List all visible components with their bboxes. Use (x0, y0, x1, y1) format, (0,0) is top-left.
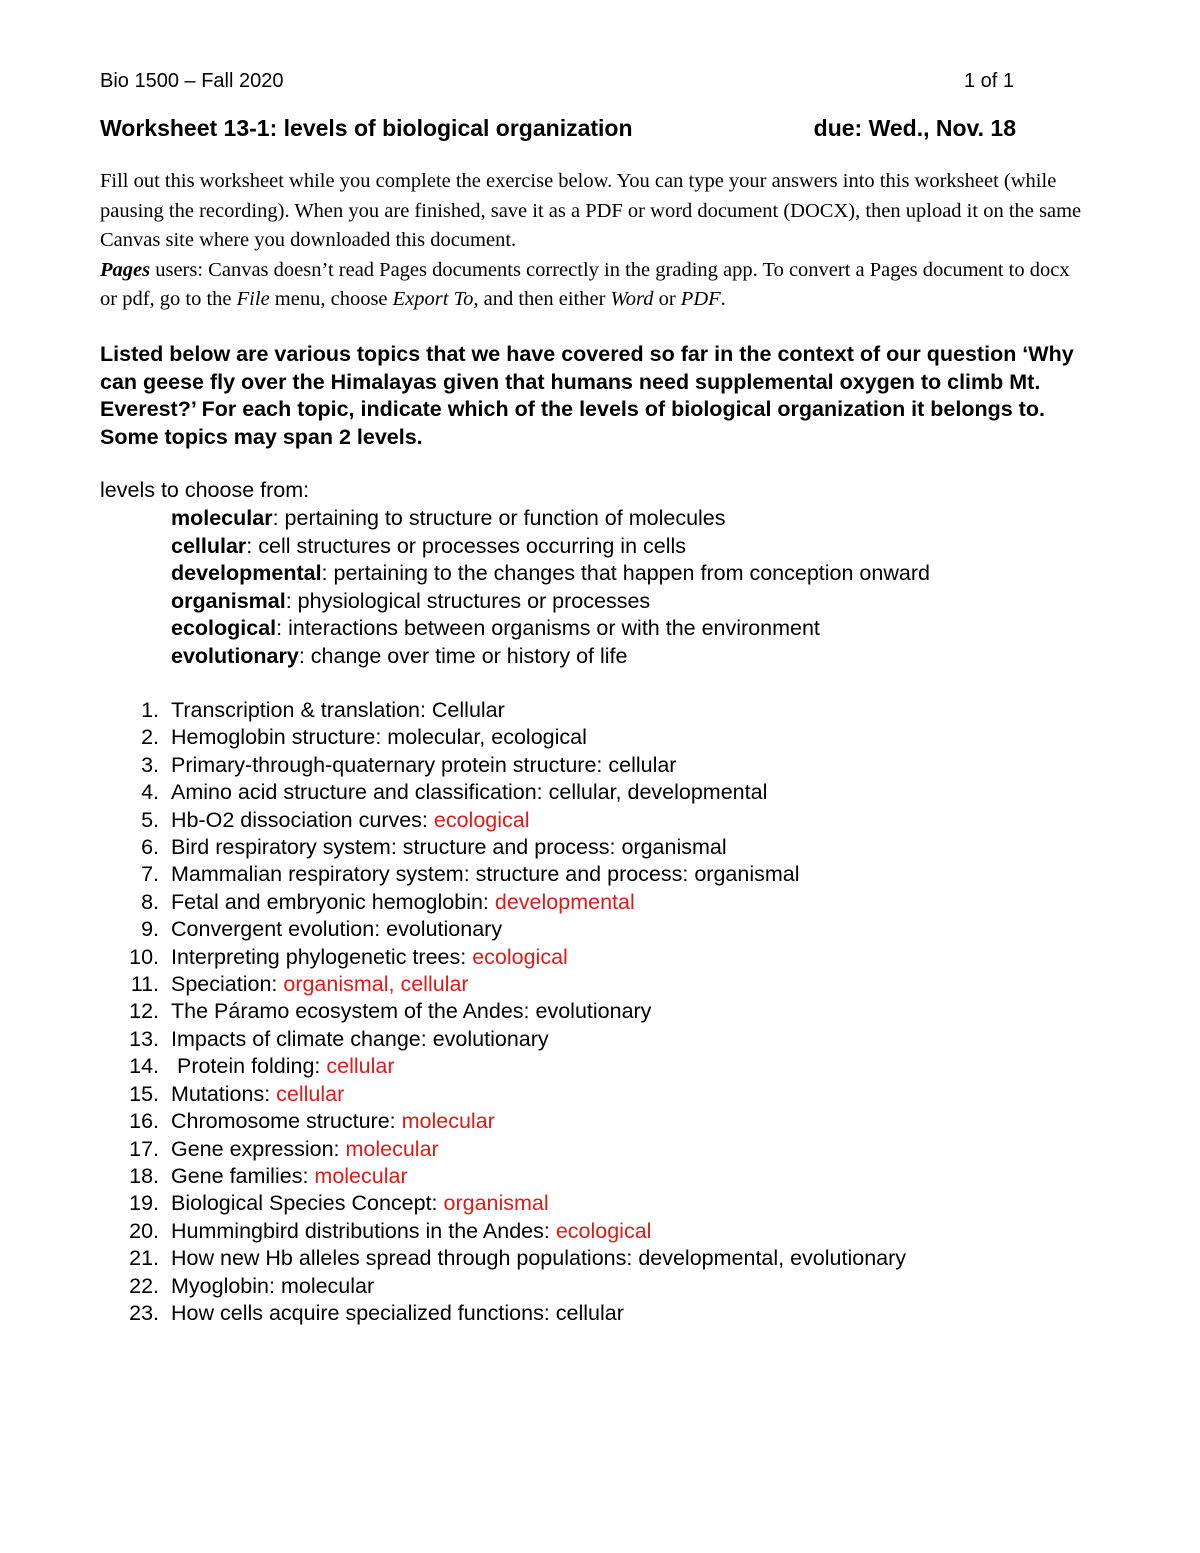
topic-answer: ecological (555, 1218, 652, 1243)
level-item (171, 560, 1131, 588)
topic-number: 5. (141, 807, 159, 832)
word-term: Word (610, 288, 654, 310)
topic-number: 7. (141, 862, 159, 887)
topic-answer: organismal (694, 862, 800, 887)
topic-answer: cellular (555, 1300, 624, 1325)
topic-item (100, 1163, 1100, 1190)
topic-number: 9. (141, 917, 159, 942)
instructions (100, 167, 1090, 315)
topic-text: Myoglobin: (171, 1273, 281, 1298)
topic-item (100, 779, 1100, 806)
topic-number: 4. (141, 780, 159, 805)
topic-number: 2. (141, 725, 159, 750)
topic-answer: evolutionary (432, 1026, 549, 1051)
topic-text: How cells acquire specialized functions: (171, 1300, 556, 1325)
topic-answer: ecological (472, 944, 568, 969)
topic-answer: cellular (276, 1081, 345, 1106)
level-item (171, 533, 1131, 561)
level-name: ecological (171, 616, 277, 641)
levels-heading: levels to choose from: (100, 478, 310, 502)
topic-item (100, 807, 1100, 834)
level-name: evolutionary (171, 643, 299, 668)
topic-text: How new Hb alleles spread through populations: (171, 1246, 639, 1271)
level-name: cellular (171, 533, 247, 558)
topic-number: 8. (141, 889, 159, 914)
due-date: due: Wed., Nov. 18 (813, 115, 1016, 141)
topics-list (100, 697, 1100, 1327)
topic-number: 18. (129, 1163, 159, 1188)
topic-number: 23. (129, 1300, 159, 1325)
topic-text: Bird respiratory system: structure and process: (171, 835, 622, 860)
topic-item (100, 1190, 1100, 1217)
topic-text: Chromosome structure: (171, 1109, 402, 1134)
topic-item (100, 1245, 1100, 1272)
topic-number: 14. (129, 1054, 159, 1079)
topic-number: 13. (129, 1026, 159, 1051)
topic-answer: cellular (326, 1054, 395, 1079)
instructions-paragraph: Fill out this worksheet while you complete the exercise below. You can type your answers into this worksheet (while pausing the recording). When you are finished, save it as a PDF or word document (DOCX), then upload it on the same Canvas site where you downloaded this document. (100, 170, 1082, 251)
topic-item (100, 1053, 1100, 1080)
topic-item (100, 889, 1100, 916)
topic-text: Gene families: (171, 1163, 315, 1188)
topic-item (100, 1026, 1100, 1053)
topic-answer: organismal (621, 835, 727, 860)
level-item (171, 643, 1131, 671)
topic-number: 10. (129, 944, 159, 969)
topic-text: The Páramo ecosystem of the Andes: (171, 999, 536, 1024)
topic-text: Primary-through-quaternary protein structure: (171, 752, 609, 777)
topic-answer: molecular (345, 1136, 439, 1161)
topic-answer: evolutionary (386, 917, 503, 942)
topic-number: 20. (129, 1218, 159, 1243)
topic-text: Transcription & translation: (171, 698, 432, 722)
topic-item (100, 834, 1100, 861)
topic-text: Hb-O2 dissociation curves: (171, 807, 434, 832)
topic-answer: molecular (280, 1273, 375, 1298)
topic-answer: evolutionary (535, 999, 652, 1024)
topic-answer: molecular, ecological (387, 725, 587, 750)
topic-item (100, 724, 1100, 751)
topic-number: 17. (129, 1136, 159, 1161)
worksheet-title: Worksheet 13-1: levels of biological organization (100, 115, 633, 141)
topic-item (100, 1108, 1100, 1135)
topic-item (100, 697, 1100, 724)
level-desc: : interactions between organisms or with the environment (276, 616, 820, 641)
topic-text: Speciation: (171, 972, 284, 997)
question-prompt: Listed below are various topics that we have covered so far in the context of our question ‘Why can geese fly over the Himalayas given that humans need supplemental oxygen to climb Mt. Everest?’ For each topic, indicate which of the levels of biological organization it belongs to. Some topics may span 2 levels. (100, 342, 1074, 449)
topic-item (100, 861, 1100, 888)
level-name: developmental (171, 561, 322, 586)
topic-answer: molecular (401, 1109, 495, 1134)
topic-answer: developmental, evolutionary (638, 1246, 907, 1271)
pdf-term: PDF (680, 288, 721, 310)
level-item (171, 505, 1131, 533)
export-to-term: Export To (392, 288, 474, 310)
level-desc: : pertaining to structure or function of molecules (272, 506, 726, 530)
topic-item (100, 1081, 1100, 1108)
topic-answer: developmental (494, 889, 635, 914)
topic-item (100, 916, 1100, 943)
pages-users-note: Pages users: Canvas doesn’t read Pages documents correctly in the grading app. To convert a Pages document to docx or pdf, go to the File menu, choose Export To, and then either Word or PDF. (100, 258, 1070, 310)
file-menu-term: File (236, 288, 270, 310)
level-desc: : physiological structures or processes (285, 588, 651, 613)
topic-answer: cellular, developmental (548, 780, 768, 805)
topic-text: Hemoglobin structure: (171, 725, 388, 750)
topic-number: 12. (129, 999, 159, 1024)
topic-text: Convergent evolution: (171, 917, 387, 942)
topic-answer: ecological (433, 807, 530, 832)
topic-number: 21. (129, 1246, 159, 1271)
topic-answer: cellular (608, 752, 677, 777)
course-header: Bio 1500 – Fall 2020 (100, 70, 284, 92)
topic-text: Fetal and embryonic hemoglobin: (171, 889, 495, 914)
topic-item (100, 1218, 1100, 1245)
topic-item (100, 944, 1100, 971)
topic-number: 1. (141, 698, 159, 722)
topic-number: 19. (129, 1191, 159, 1216)
topic-text: Mutations: (171, 1081, 277, 1106)
topic-text: Biological Species Concept: (171, 1191, 444, 1216)
topic-number: 6. (141, 835, 159, 860)
page-number: 1 of 1 (963, 70, 1014, 92)
topic-item (100, 1273, 1100, 1300)
topic-text: Hummingbird distributions in the Andes: (171, 1218, 556, 1243)
topic-text: Gene expression: (171, 1136, 346, 1161)
topic-answer: molecular (314, 1163, 408, 1188)
topic-number: 11. (130, 972, 159, 997)
topic-text: Amino acid structure and classification: (171, 780, 549, 805)
topic-answer: Cellular (431, 698, 505, 722)
pages-label: Pages (100, 258, 151, 281)
topic-item (100, 1136, 1100, 1163)
level-desc: : change over time or history of life (298, 643, 628, 668)
topic-number: 16. (129, 1109, 159, 1134)
worksheet-title-row (100, 115, 1016, 142)
topic-text: Protein folding: (171, 1054, 327, 1079)
level-desc: : pertaining to the changes that happen from conception onward (321, 561, 930, 586)
level-desc: : cell structures or processes occurring in cells (246, 533, 687, 558)
level-name: molecular (171, 506, 273, 530)
level-name: organismal (171, 588, 286, 613)
topic-text: Impacts of climate change: (171, 1026, 433, 1051)
topic-text: Interpreting phylogenetic trees: (171, 944, 473, 969)
topic-number: 3. (141, 752, 159, 777)
level-item (171, 588, 1131, 616)
topic-number: 22. (129, 1273, 159, 1298)
topic-item (100, 998, 1100, 1025)
topic-item (100, 1300, 1100, 1327)
topic-number: 15. (129, 1081, 159, 1106)
topic-answer: organismal (443, 1191, 549, 1216)
level-item (171, 615, 1131, 643)
topic-answer: organismal, cellular (283, 972, 469, 997)
topic-item (100, 752, 1100, 779)
levels-list (171, 505, 1131, 671)
topic-item (100, 971, 1100, 998)
topic-text: Mammalian respiratory system: structure and process: (171, 862, 695, 887)
